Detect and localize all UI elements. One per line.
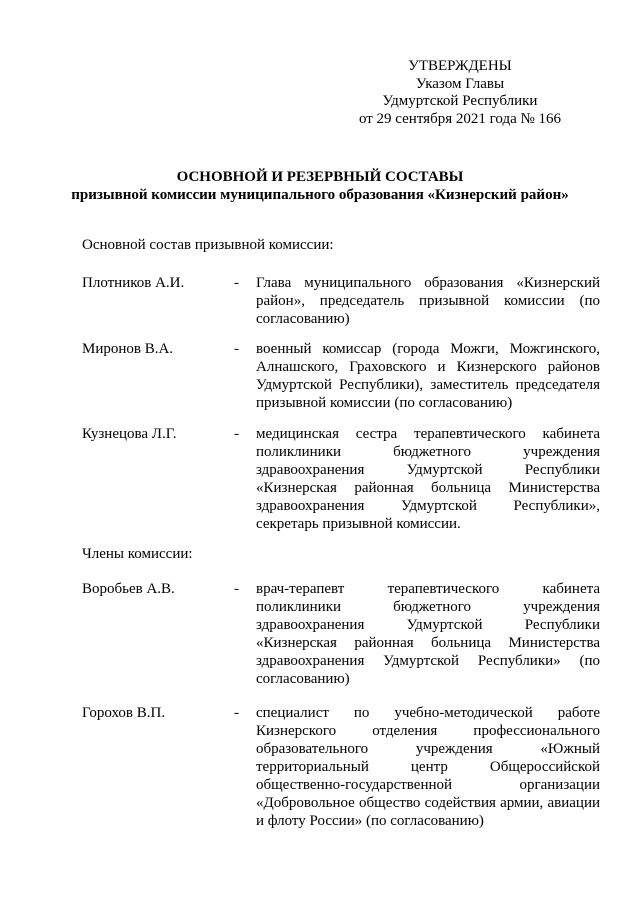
member-name: Плотников А.И. xyxy=(82,275,185,291)
member-name: Кузнецова Л.Г. xyxy=(82,426,177,442)
document-title xyxy=(0,168,640,204)
member-role: медицинская сестра терапевтического кабинета поликлиники бюджетного учреждения здравоохранения Удмуртской Республики «Кизнерская районная больница Министерства здравоохранения Удмуртской Республики», секретарь призывной комиссии. xyxy=(256,426,600,532)
member-role: специалист по учебно-методической работе Кизнерского отделения профессионального образовательного учреждения «Южный территориальный центр Общероссийской общественно-государственной организации «Добровольное общество содействия армии, авиации и флоту России» (по согласованию) xyxy=(256,705,600,829)
member-dash: - xyxy=(234,705,239,721)
member-dash: - xyxy=(234,426,239,442)
approval-line-approved: УТВЕРЖДЕНЫ xyxy=(408,58,512,74)
title-line-sub: призывной комиссии муниципального образования «Кизнерский район» xyxy=(71,187,569,203)
member-role: врач-терапевт терапевтического кабинета поликлиники бюджетного учреждения здравоохранения Удмуртской Республики «Кизнерская районная больница Министерства здравоохранения Удмуртской Республики» (по согласованию) xyxy=(256,581,600,687)
approval-line-date: от 29 сентября 2021 года № 166 xyxy=(358,110,562,127)
member-row xyxy=(82,340,600,412)
main-section-label: Основной состав призывной комиссии: xyxy=(82,237,334,253)
member-name: Воробьев А.В. xyxy=(82,581,175,597)
member-role: военный комиссар (города Можги, Можгинского, Алнашского, Граховского и Кизнерского районов Удмуртской Республики), заместитель председателя призывной комиссии (по согласованию) xyxy=(256,341,600,411)
member-row xyxy=(82,580,600,688)
member-dash: - xyxy=(234,275,239,291)
member-dash: - xyxy=(234,581,239,597)
title-line-main: ОСНОВНОЙ И РЕЗЕРВНЫЙ СОСТАВЫ xyxy=(176,169,464,185)
approval-line-republic: Удмуртской Республики xyxy=(382,93,538,109)
member-row xyxy=(82,274,600,328)
members-section-label: Члены комиссии: xyxy=(82,546,193,562)
member-name: Горохов В.П. xyxy=(82,705,166,721)
member-name: Миронов В.А. xyxy=(82,341,174,357)
member-row xyxy=(82,425,600,533)
member-role: Глава муниципального образования «Кизнерский район», председатель призывной комиссии (по согласованию) xyxy=(256,275,600,327)
member-row xyxy=(82,704,600,830)
approval-block xyxy=(340,58,580,128)
member-dash: - xyxy=(234,341,239,357)
approval-line-decree: Указом Главы xyxy=(415,75,505,92)
